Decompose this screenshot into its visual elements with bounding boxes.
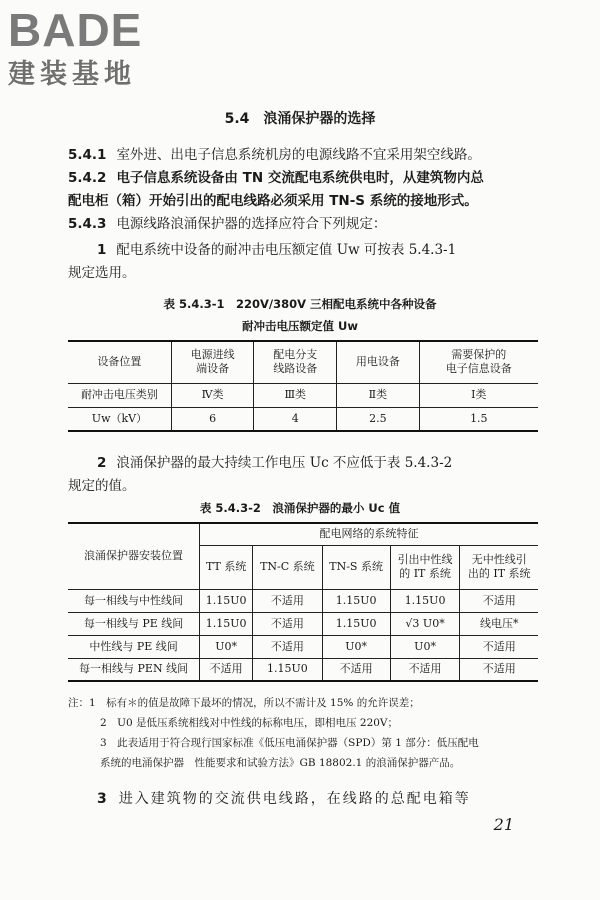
- section-number: 5.4: [224, 111, 250, 127]
- table-cell: 2.5: [337, 407, 420, 431]
- table-row: [68, 407, 538, 431]
- table-cell: 1.15U0: [200, 612, 253, 635]
- table-header: TN-S 系统: [322, 545, 390, 589]
- table-header: TT 系统: [200, 545, 253, 589]
- table1-caption-line2: 耐冲击电压额定值 Uw: [242, 319, 358, 333]
- table-cell: Ⅱ类: [337, 383, 420, 407]
- table-header: TN-C 系统: [253, 545, 322, 589]
- item-text: 浪涌保护器的最大持续工作电压 Uc 不应低于表 5.4.3-2: [116, 455, 453, 471]
- table-cell: 1.5: [419, 407, 538, 431]
- table-cell: 不适用: [200, 658, 253, 681]
- table-row: [68, 589, 538, 612]
- item-number: 3: [97, 791, 109, 807]
- table-cell: 1.15U0: [200, 589, 253, 612]
- item-number: 1: [97, 242, 107, 258]
- clause-5-4-2: [68, 167, 484, 190]
- table2-caption: 表 5.4.3-2 浪涌保护器的最小 Uc 值: [199, 501, 401, 515]
- table-cell: 每一相线与中性线间: [68, 589, 200, 612]
- table-cell: 不适用: [253, 589, 322, 612]
- table-cell: 1.15U0: [390, 589, 460, 612]
- table-header: 电源进线 端设备: [171, 341, 254, 383]
- logo-brand: BADE: [8, 4, 143, 56]
- table-row: [68, 658, 538, 681]
- item-1: [97, 239, 456, 262]
- table-cell: Uw（kV）: [68, 407, 171, 431]
- note-line: 3 此表适用于符合现行国家标准《低压电涌保护器（SPD）第 1 部分：低压配电: [100, 737, 479, 749]
- logo-subtitle: 建装基地: [8, 59, 136, 90]
- brand-logo: [8, 4, 178, 92]
- table-row: [68, 612, 538, 635]
- note-line: 注：1 标有＊的值是故障下最坏的情况，所以不需计及 15% 的允许误差；: [68, 697, 420, 709]
- table-header: 配电分支 线路设备: [254, 341, 337, 383]
- table-cell: 1.15U0: [322, 589, 390, 612]
- table-cell: 每一相线与 PEN 线间: [68, 658, 200, 681]
- clause-number: 5.4.1: [68, 147, 107, 163]
- section-heading: 浪涌保护器的选择: [263, 111, 376, 127]
- table-cell: 不适用: [460, 589, 538, 612]
- table-cell: 不适用: [322, 658, 390, 681]
- table-group-header: 配电网络的系统特征: [200, 523, 538, 545]
- clause-number: 5.4.3: [68, 216, 107, 232]
- clause-text-line1: 电子信息系统设备由 TN 交流配电系统供电时，从建筑物内总: [116, 170, 484, 186]
- table-header: 需要保护的 电子信息设备: [419, 341, 538, 383]
- table-cell: 不适用: [253, 635, 322, 658]
- item-text: 配电系统中设备的耐冲击电压额定值 Uw 可按表 5.4.3-1: [116, 242, 457, 258]
- item-2: [97, 452, 452, 475]
- table-cell: 1.15U0: [322, 612, 390, 635]
- table1-caption-line1: 表 5.4.3-1 220V/380V 三相配电系统中各种设备: [163, 297, 437, 311]
- table-row: [68, 635, 538, 658]
- table-cell: 1.15U0: [253, 658, 322, 681]
- table-header-row: [68, 341, 538, 383]
- clause-text: 电源线路浪涌保护器的选择应符合下列规定：: [116, 216, 387, 232]
- note-line: 系统的电涌保护器 性能要求和试验方法》GB 18802.1 的浪涌保护器产品。: [100, 757, 461, 769]
- clause-5-4-2-cont: 配电柜（箱）开始引出的配电线路必须采用 TN-S 系统的接地形式。: [68, 193, 478, 209]
- table-cell: 每一相线与 PE 线间: [68, 612, 200, 635]
- item-1-cont: 规定选用。: [68, 265, 136, 281]
- item-text: 进入建筑物的交流供电线路，在线路的总配电箱等: [118, 791, 471, 807]
- table-cell: Ⅲ类: [254, 383, 337, 407]
- table-withstand-voltage: [68, 340, 538, 432]
- table-header: 引出中性线 的 IT 系统: [390, 545, 460, 589]
- table-cell: 耐冲击电压类别: [68, 383, 171, 407]
- clause-5-4-1: [68, 144, 481, 167]
- item-2-cont: 规定的值。: [68, 478, 136, 494]
- table-cell: 4: [254, 407, 337, 431]
- table-header-row: [68, 523, 538, 545]
- table-cell: 中性线与 PE 线间: [68, 635, 200, 658]
- table-cell: 不适用: [460, 635, 538, 658]
- table-header: 浪涌保护器安装位置: [68, 523, 200, 589]
- table-header: 设备位置: [68, 341, 171, 383]
- clause-text: 室外进、出电子信息系统机房的电源线路不宜采用架空线路。: [116, 147, 481, 163]
- table-notes: [68, 693, 538, 773]
- table-cell: U0*: [322, 635, 390, 658]
- table-cell: Ⅰ类: [419, 383, 538, 407]
- section-title: [0, 108, 600, 128]
- table-row: [68, 383, 538, 407]
- table-min-uc: [68, 522, 538, 682]
- page-number: 21: [493, 815, 514, 834]
- table-cell: U0*: [200, 635, 253, 658]
- clause-number: 5.4.2: [68, 170, 107, 186]
- table-cell: 6: [171, 407, 254, 431]
- table-cell: 不适用: [460, 658, 538, 681]
- table-header: 无中性线引 出的 IT 系统: [460, 545, 538, 589]
- table-cell: Ⅳ类: [171, 383, 254, 407]
- table-header: 用电设备: [337, 341, 420, 383]
- note-line: 2 U0 是低压系统相线对中性线的标称电压，即相电压 220V；: [100, 717, 399, 729]
- table-cell: 不适用: [253, 612, 322, 635]
- table-cell: 不适用: [390, 658, 460, 681]
- table-cell: U0*: [390, 635, 460, 658]
- item-number: 2: [97, 455, 107, 471]
- item-3: [97, 788, 471, 811]
- clause-5-4-3: [68, 213, 386, 236]
- table-cell: 线电压*: [460, 612, 538, 635]
- table-cell: √3 U0*: [390, 612, 460, 635]
